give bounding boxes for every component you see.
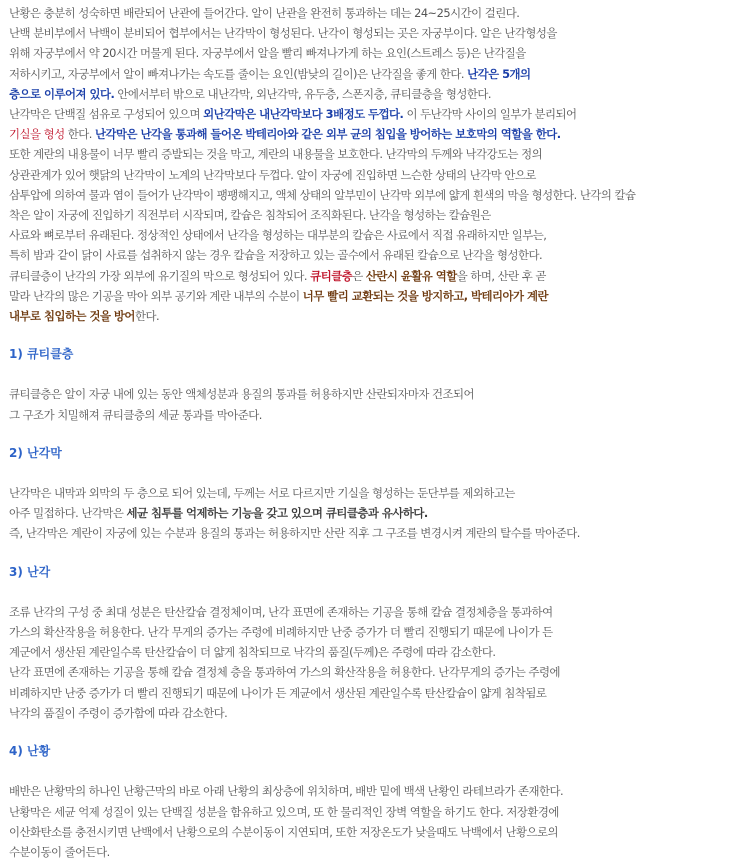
highlight-text: 내부로 침입하는 것을 방어 [9,309,135,324]
text: 안에서부터 밖으로 내난각막, 외난각막, 유두층, 스폰지층, 큐티클층을 형성한다. [114,86,491,101]
text: 난황은 충분히 성숙하면 배란되어 난관에 들어간다. 알이 난관을 완전히 통과하는 데는 24~25시간이 걸린다. [9,6,520,20]
highlight-text: 세균 침투를 억제하는 기능을 갖고 있으며 큐티클층과 유사하다. [126,506,428,521]
body-line: 난황막은 세균 억제 성질이 있는 단백질 성분을 함유하고 있으며, 또 한 물리적인 장벽 역할을 하기도 한다. 저장환경에 [9,804,559,819]
intro-line [9,165,727,185]
intro-line [9,104,727,124]
body-line: 비례하지만 난중 증가가 더 빨리 진행되기 때문에 나이가 든 계균에서 생산된 계란일수록 탄산칼슘이 얇게 침착됨로 [9,685,547,700]
intro-line [9,43,727,63]
section-cuticle [9,344,727,425]
text: 사료와 뼈로부터 유래된다. 정상적인 상태에서 난각을 형성하는 대부분의 칼슘은 사료에서 직접 유래하지만 일부는, [9,228,547,243]
body-line: 배반은 난황막의 하나인 난황근막의 바로 아래 난황의 최상층에 위치하며, 배반 밑에 백색 난황인 라테브라가 존재한다. [9,784,564,799]
text: 착은 알이 자궁에 진입하기 직전부터 시작되며, 칼슘은 침착되어 조직화된다. 난각을 형성하는 칼슘원은 [9,208,491,223]
body-line: 낙각의 품질이 주령이 증가함에 따라 감소한다. [9,705,228,720]
highlight-text: 난각은 5개의 [467,66,531,81]
text: 삼투압에 의하여 물과 염이 들어가 난각막이 팽팽해지고, 액체 상태의 알부민이 난각막 외부에 얇게 흰색의 막을 형성한다. 난각의 칼슘 [9,187,636,202]
body-line: 계군에서 생산된 계란일수록 탄산칼슘이 더 얇게 침착되므로 낙각의 품질(두께)은 주령에 따라 감소한다. [9,645,496,660]
intro-paragraph [9,3,727,326]
text: 또한 계란의 내용물이 너무 빨리 증발되는 것을 막고, 계란의 내용물을 보호한다. 난각막의 두께와 낙각강도는 정의 [9,147,543,162]
text: 을 하며, 산란 후 곧 [456,268,546,283]
highlight-text: 층으로 이루어져 있다. [9,86,115,101]
highlight-text: 외난각막은 내난각막보다 3배정도 두껍다. [203,107,404,122]
section-shell-membrane [9,443,727,544]
text: 한다. [64,127,96,142]
text: 한다. [134,309,160,324]
text: 저하시키고, 자궁부에서 알이 빠져나가는 속도를 줄이는 요인(밤낮의 길이)은 난각질을 좋게 한다. [9,66,464,81]
section-heading: 1) 큐티클층 [9,347,74,362]
highlight-text: 난각막은 난각을 통과해 들어온 박테리아와 같은 외부 균의 침입을 방어하는 보호막의 역할을 한다. [95,127,561,142]
highlight-text: 너무 빨리 교환되는 것을 방지하고, 박테리아가 계란 [302,288,548,303]
text: 큐티클층이 난각의 가장 외부에 유기질의 막으로 형성되어 있다. [9,268,311,283]
intro-line [9,124,727,144]
body-line: 이산화탄소를 충전시키면 난백에서 난황으로의 수분이동이 지연되며, 또한 저장온도가 낮을때도 낙백에서 난황으로의 [9,824,558,839]
body-line: 난각막은 내막과 외막의 두 층으로 되어 있는데, 두께는 서로 다르지만 기실을 형성하는 둔단부를 제외하고는 [9,486,515,501]
section-eggshell [9,562,727,723]
intro-line [9,23,727,43]
body-line: 조류 난각의 구성 중 최대 성분은 탄산칼슘 결정체이며, 난각 표면에 존재하는 기공을 통해 칼슘 결정체층을 통과하여 [9,604,553,619]
intro-line [9,286,727,306]
body-line: 수분이동이 줄어든다. [9,844,110,859]
red-text: 기실을 형성 [9,127,65,142]
body-line: 즉, 난각막은 계란이 자궁에 있는 수분과 용질의 통과는 허용하지만 산란 직후 그 구조를 변경시켜 계란의 탈수를 막아준다. [9,526,580,541]
section-body [9,384,727,424]
text: 특히 밤과 같이 닭이 사료를 섭취하지 않는 경우 칼슘을 저장하고 있는 골수에서 유래된 칼슘으로 난각을 형성한다. [9,248,543,263]
highlight-text: 산란시 윤활유 역할 [365,268,457,283]
text: 난백 분비부에서 낙백이 분비되어 협부에서는 난각막이 형성된다. 난각이 형성되는 곳은 자궁부이다. 알은 난각형성을 [9,26,557,41]
intro-line [9,266,727,286]
section-heading: 3) 난각 [9,564,51,579]
section-heading: 4) 난황 [9,744,51,759]
intro-line [9,185,727,205]
intro-line [9,225,727,245]
section-yolk [9,741,727,862]
body-line: 큐티클층은 알이 자궁 내에 있는 동안 액체성분과 용질의 통과를 허용하지만 산란되자마자 건조되어 [9,387,474,402]
body-line: 난각 표면에 존재하는 기공을 통해 칼슘 결정체 층을 통과하여 가스의 확산작용을 허용한다. 난각무게의 증가는 주령에 [9,665,560,680]
text: 위해 자궁부에서 약 20시간 머물게 된다. 자궁부에서 알을 빨리 빠져나가게 하는 요인(스트레스 등)은 난각질을 [9,46,526,61]
section-body [9,781,727,862]
section-heading: 2) 난각막 [9,445,62,460]
text: 상관관계가 있어 햇닭의 난각막이 노계의 난각막보다 두껍다. 알이 자궁에 진입하면 느슨한 상태의 난각막 안으로 [9,167,536,182]
text: 말라 난각의 많은 기공을 막아 외부 공기와 계란 내부의 수분이 [9,288,303,303]
intro-line [9,3,727,23]
intro-line [9,64,727,84]
text: 난각막은 단백질 섬유로 구성되어 있으며 [9,107,204,122]
section-body [9,483,727,544]
body-line: 그 구조가 치밀해져 큐티클층의 세균 통과를 막아준다. [9,407,262,422]
intro-line [9,205,727,225]
intro-line [9,245,727,265]
section-body [9,602,727,723]
intro-line [9,306,727,326]
text: 은 [352,268,366,283]
intro-line [9,144,727,164]
red-text: 큐티클층 [310,268,353,283]
text: 이 두난각막 사이의 일부가 분리되어 [403,107,577,122]
body-line [9,503,727,523]
intro-line [9,84,727,104]
text: 아주 밀접하다. 난각막은 [9,506,127,521]
body-line: 가스의 확산작용을 허용한다. 난각 무게의 증가는 주령에 비례하지만 난중 증가가 더 빨리 진행되기 때문에 나이가 든 [9,625,553,640]
